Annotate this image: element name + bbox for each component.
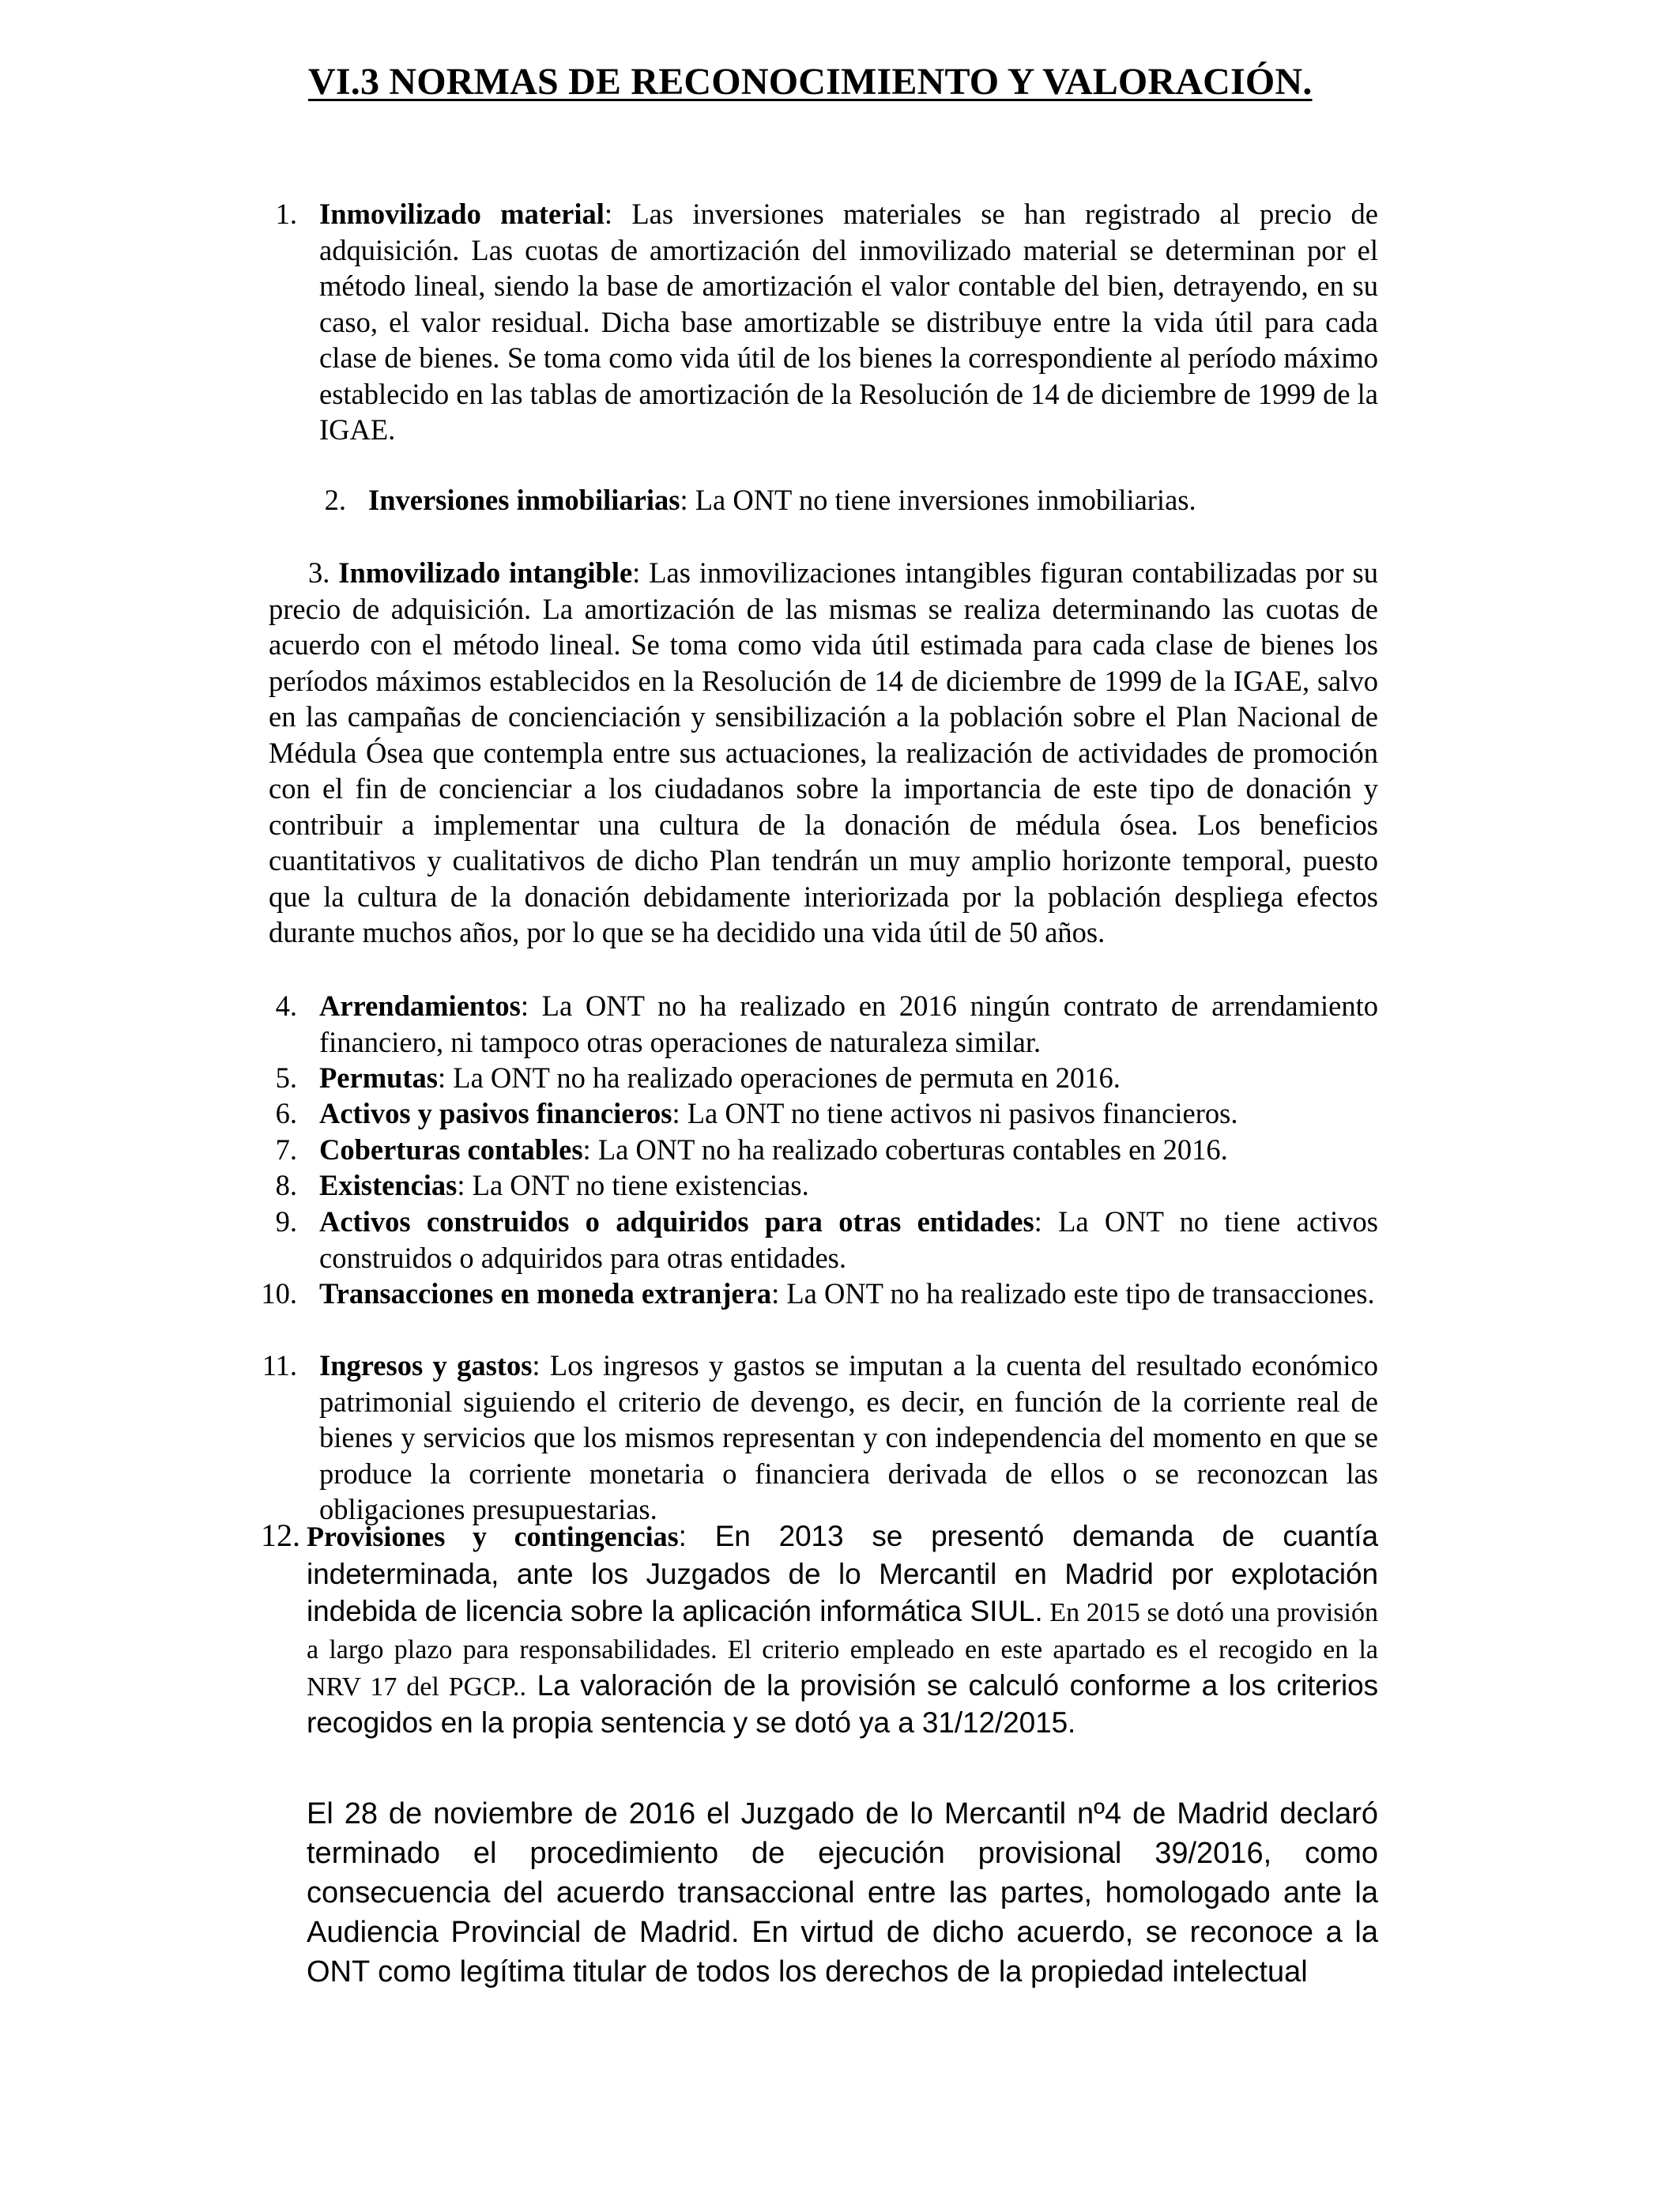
list-item-body: : La ONT no tiene activos ni pasivos financieros. (672, 1097, 1238, 1129)
list-item-activos-construidos (275, 1204, 1379, 1276)
list-item-text (307, 1517, 1378, 1741)
list-item-body-part3: La valoración de la provisión se calculó conforme a los criterios recogidos en la propia sentencia y se dotó ya a 31/12/2015. (307, 1669, 1378, 1739)
list-item-body: : La ONT no ha realizado en 2016 ningún contrato de arrendamiento financiero, ni tampoco otras operaciones de naturaleza similar. (319, 990, 1378, 1058)
list-item-heading: Ingresos y gastos (319, 1349, 533, 1382)
list-item-heading: Coberturas contables (319, 1133, 583, 1166)
list-item-text (319, 1132, 1378, 1168)
list-item-body-part2: En 2015 se dotó una provisión a largo plazo para responsabilidades. El criterio empleado en este apartado es el recogido en la NRV 17 del PGCP.. (307, 1598, 1378, 1702)
list-item-activos-pasivos-financieros (275, 1095, 1378, 1132)
list-item-heading: Arrendamientos (319, 990, 521, 1022)
list-item-ingresos-gastos (262, 1348, 1379, 1528)
list-item-body: : Los ingresos y gastos se imputan a la cuenta del resultado económico patrimonial siguiendo el criterio de devengo, es decir, en función de la corriente real de bienes y servicios que los mismos representan y con independencia del momento en que se produce la corriente monetaria o financiera derivada de ellos o se reconozcan las obligaciones presupuestarias. (319, 1349, 1379, 1525)
list-item-heading: Activos y pasivos financieros (319, 1097, 672, 1129)
page-title: VI.3 NORMAS DE RECONOCIMIENTO Y VALORACIÓN. (308, 61, 1313, 103)
list-item-heading: Provisiones y contingencias (307, 1521, 679, 1552)
list-item-provisiones-contingencias (261, 1517, 1378, 1741)
list-item-number: 4. (275, 990, 297, 1022)
list-item-text (368, 482, 1378, 518)
list-item-existencias (275, 1167, 1378, 1204)
list-item-number: 9. (275, 1205, 297, 1238)
list-item-permutas (275, 1060, 1378, 1096)
list-item-body: : La ONT no ha realizado coberturas contables en 2016. (582, 1133, 1228, 1166)
list-item-number: 1. (275, 198, 297, 230)
list-item-number: 8. (275, 1169, 297, 1201)
list-item-text (319, 1348, 1378, 1528)
list-item-inmovilizado-material (275, 196, 1378, 448)
list-item-inversiones-inmobiliarias (324, 482, 1378, 518)
list-item-body: : Las inmovilizaciones intangibles figuran contabilizadas por su precio de adquisición. La amortización de las mismas se realiza determinando las cuotas de acuerdo con el método lineal. Se toma como vida útil estimada para cada clase de bienes los períodos máximos establecidos en la Resolución de 14 de diciembre de 1999 de la IGAE, salvo en las campañas de concienciación y sensibilización a la población sobre el Plan Nacional de Médula Ósea que contempla entre sus actuaciones, la realización de actividades de promoción con el fin de concienciar a los ciudadanos sobre la importancia de este tipo de donación y contribuir a implementar una cultura de la donación de médula ósea. Los beneficios cuantitativos y cualitativos de dicho Plan tendrán un muy amplio horizonte temporal, puesto que la cultura de la donación debidamente interiorizada por la población despliega efectos durante muchos años, por lo que se ha decidido una vida útil de 50 años. (269, 556, 1378, 948)
list-item-heading: Inmovilizado intangible (338, 556, 633, 589)
list-item-heading: Permutas (319, 1061, 439, 1094)
list-item-number: 11. (262, 1349, 297, 1382)
list-item-number: 12. (261, 1517, 300, 1553)
list-item-heading: Activos construidos o adquiridos para otras entidades (319, 1205, 1034, 1238)
list-item-number: 2. (324, 484, 346, 516)
list-item-body: : Las inversiones materiales se han registrado al precio de adquisición. Las cuotas de amortización del inmovilizado material se determinan por el método lineal, siendo la base de amortización el valor contable del bien, detrayendo, en su caso, el valor residual. Dicha base amortizable se distribuye entre la vida útil para cada clase de bienes. Se toma como vida útil de los bienes la correspondiente al período máximo establecido en las tablas de amortización de la Resolución de 14 de diciembre de 1999 de la IGAE. (319, 198, 1378, 446)
list-item-heading: Inversiones inmobiliarias (368, 484, 680, 516)
list-item-text (319, 1204, 1378, 1276)
list-item-body: : La ONT no tiene inversiones inmobiliarias. (680, 484, 1196, 516)
list-item-heading: Inmovilizado material (319, 198, 605, 230)
list-item-number: 5. (275, 1061, 297, 1094)
list-item-text (319, 196, 1378, 448)
list-item-arrendamientos (275, 988, 1378, 1060)
list-item-number: 3. (308, 556, 330, 589)
list-item-number: 10. (261, 1277, 297, 1310)
list-item-text (319, 1276, 1378, 1312)
list-item-text (319, 1167, 1378, 1204)
list-item-text (319, 1095, 1378, 1132)
list-item-number: 7. (275, 1133, 297, 1166)
list-item-coberturas-contables (275, 1132, 1378, 1168)
list-item-body: : La ONT no ha realizado operaciones de permuta en 2016. (438, 1061, 1121, 1094)
list-item-heading: Existencias (319, 1169, 458, 1201)
list-item-text (319, 1060, 1378, 1096)
list-item-heading: Transacciones en moneda extranjera (319, 1277, 772, 1310)
list-item-transacciones-moneda-extranjera (261, 1276, 1378, 1312)
list-item-body: : La ONT no tiene existencias. (457, 1169, 809, 1201)
list-item-body: : La ONT no tiene activos construidos o adquiridos para otras entidades. (319, 1205, 1379, 1274)
list-item-body-part1: : En 2013 se presentó demanda de cuantía indeterminada, ante los Juzgados de lo Mercantil en Madrid por explotación indebida de licencia sobre la aplicación informática SIUL. (307, 1520, 1378, 1627)
list-item-body: : La ONT no ha realizado este tipo de transacciones. (771, 1277, 1375, 1310)
list-item-number: 6. (275, 1097, 297, 1129)
paragraph-acuerdo-transaccional: El 28 de noviembre de 2016 el Juzgado de lo Mercantil nº4 de Madrid declaró terminado el procedimiento de ejecución provisional 39/2016, como consecuencia del acuerdo transaccional entre las partes, homologado ante la Audiencia Provincial de Madrid. En virtud de dicho acuerdo, se reconoce a la ONT como legítima titular de todos los derechos de la propiedad intelectual (307, 1797, 1378, 1989)
list-item-text (319, 988, 1378, 1060)
list-item-inmovilizado-intangible (269, 555, 1378, 951)
